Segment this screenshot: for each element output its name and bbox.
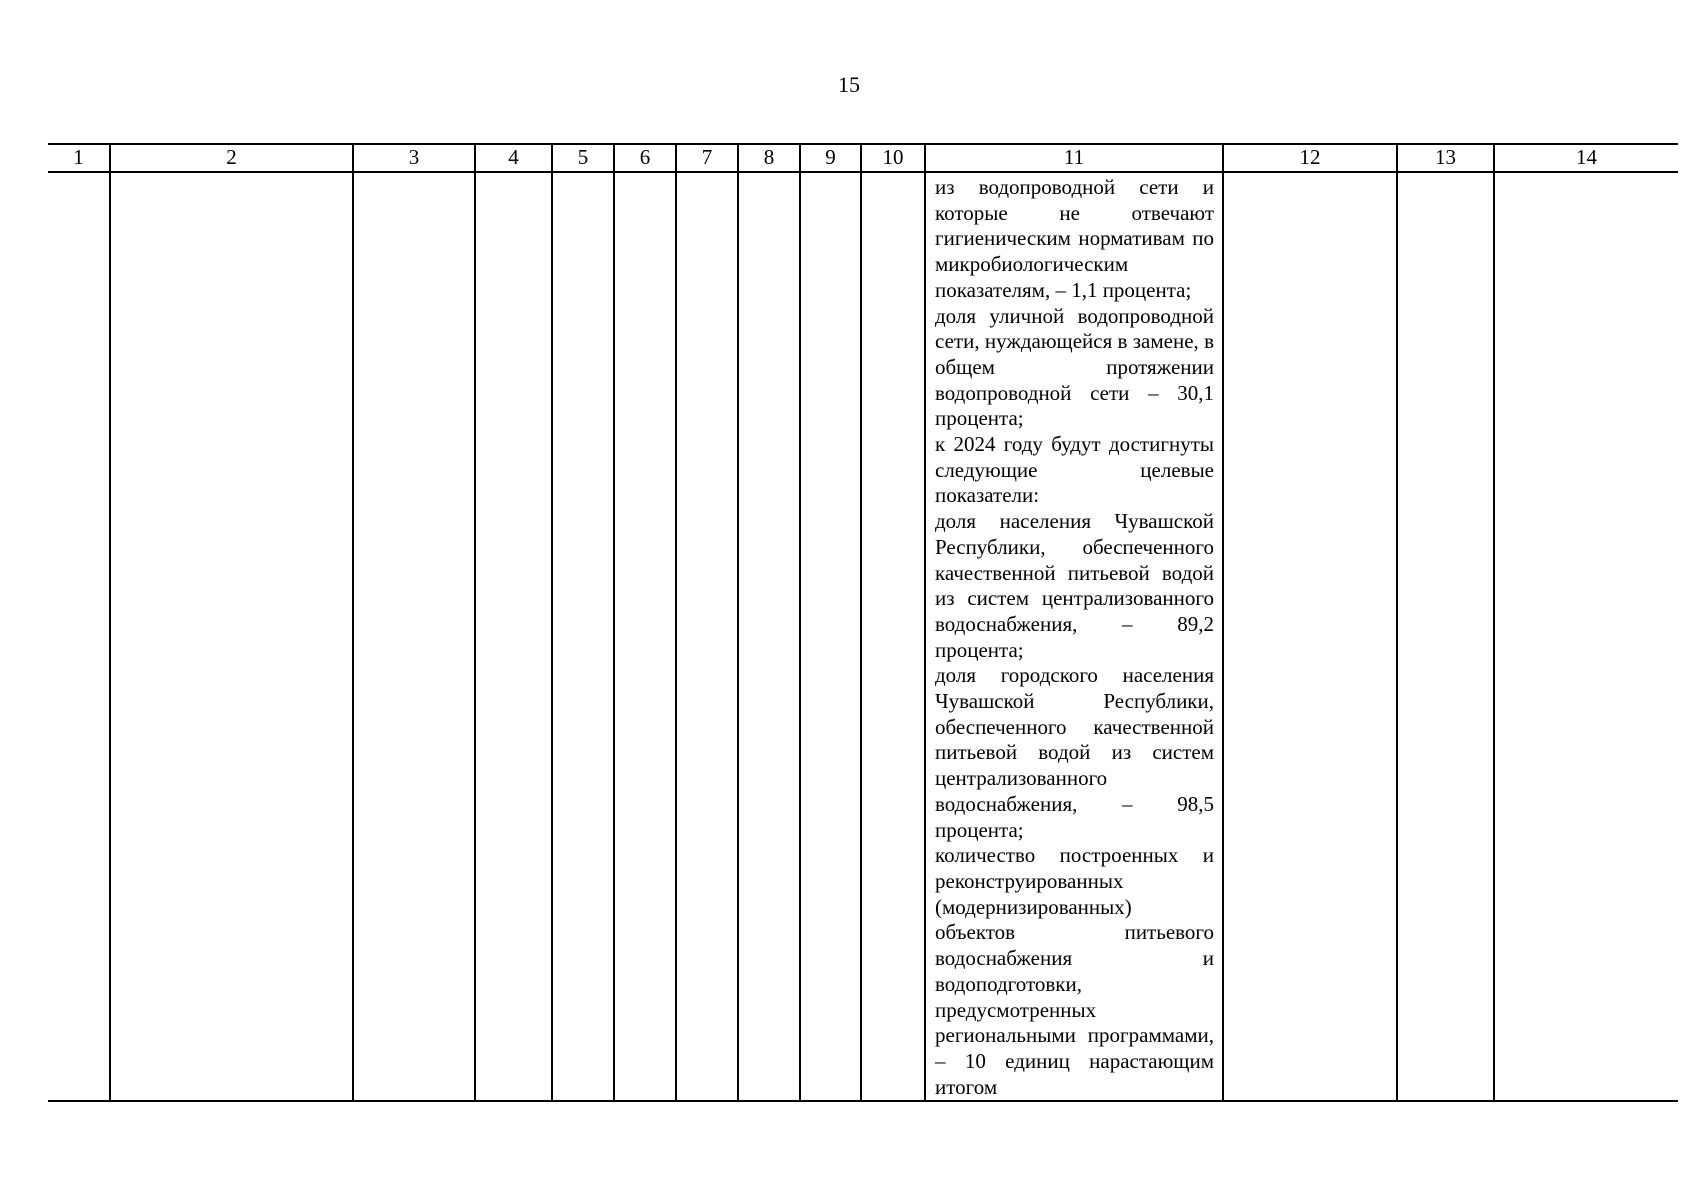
program-table xyxy=(48,143,1678,1102)
column-number: 9 xyxy=(800,144,861,172)
table-cell xyxy=(110,172,353,1101)
column-number: 8 xyxy=(738,144,800,172)
column-number: 1 xyxy=(48,144,110,172)
column-number: 14 xyxy=(1494,144,1678,172)
column-number: 2 xyxy=(110,144,353,172)
table-cell xyxy=(475,172,552,1101)
indicator-paragraph: к 2024 году будут достигнуты следующие целевые показатели: xyxy=(935,432,1214,508)
column-number: 5 xyxy=(552,144,614,172)
table-cell xyxy=(353,172,475,1101)
table-cell xyxy=(1397,172,1494,1101)
table-cell xyxy=(48,172,110,1101)
table-cell xyxy=(552,172,614,1101)
table-cell xyxy=(861,172,925,1101)
indicator-paragraph: количество построенных и реконструированных (модернизированных) объектов питьевого водоснабжения и водоподготовки, предусмотренных региональными программами, – 10 единиц нарастающим итогом xyxy=(935,843,1214,1099)
column-number: 3 xyxy=(353,144,475,172)
indicator-paragraph: доля населения Чувашской Республики, обеспеченного качественной питьевой водой из систем централизованного водоснабжения, – 89,2 процента; xyxy=(935,509,1214,662)
table-cell xyxy=(1223,172,1397,1101)
column-number: 13 xyxy=(1397,144,1494,172)
table-cell xyxy=(1494,172,1678,1101)
table-cell xyxy=(614,172,676,1101)
column-number: 12 xyxy=(1223,144,1397,172)
table-cell xyxy=(738,172,800,1101)
table-row xyxy=(48,172,1678,1101)
table-cell xyxy=(800,172,861,1101)
indicators-cell xyxy=(925,172,1223,1101)
indicators-text xyxy=(926,173,1222,1100)
indicator-paragraph: из водопроводной сети и которые не отвечают гигиеническим нормативам по микробиологическим показателям, – 1,1 процента; xyxy=(935,175,1214,302)
column-number: 4 xyxy=(475,144,552,172)
table-cell xyxy=(676,172,738,1101)
column-number: 7 xyxy=(676,144,738,172)
column-number-row xyxy=(48,144,1678,172)
indicator-paragraph: доля уличной водопроводной сети, нуждающейся в замене, в общем протяжении водопроводной сети – 30,1 процента; xyxy=(935,303,1214,431)
indicator-paragraph: доля городского населения Чувашской Республики, обеспеченного качественной питьевой водой из систем централизованного водоснабжения, – 98,5 процента; xyxy=(935,663,1214,842)
column-number: 6 xyxy=(614,144,676,172)
page-number: 15 xyxy=(838,72,860,97)
column-number: 11 xyxy=(925,144,1223,172)
column-number: 10 xyxy=(861,144,925,172)
